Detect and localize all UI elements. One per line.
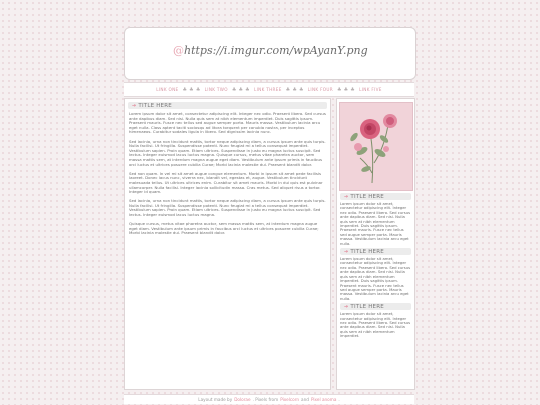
swirl-icon: @ xyxy=(173,44,184,57)
nav-link-two[interactable]: LINK TWO xyxy=(204,87,228,92)
header-url-text: https://i.imgur.com/wpAyanY.png xyxy=(184,44,368,57)
header-banner xyxy=(124,27,416,80)
paragraph: Sed lacinia, urna non tincidunt mattis, tortor neque adipiscing diam, a cursus ipsum ante quis turpis. Nulla facilisi. Ut fringilla. Suspendisse potenti. Nunc feugiat mi a tellus consequat imperdiet. Vestibulum sapien. Proin quam. Etiam ultrices. Suspendisse in justo eu magna luctus suscipit. Sed lectus. Integer euismod lacus luctus magna. xyxy=(129,198,326,218)
sidebar-text: Lorem ipsum dolor sit amet, consectetur adipiscing elit. Integer nec odio. Praesent libero. Sed cursus ante dapibus diam. Sed nisi. Nulla quis sem at nibh elementum imperdiet. xyxy=(340,311,411,339)
nav-separator: ♣ ♣ ♣ xyxy=(336,86,356,93)
sidebar-title: TITLE HERE xyxy=(350,193,384,200)
nav-link-three[interactable]: LINK THREE xyxy=(253,87,282,92)
main-title: TITLE HERE xyxy=(138,102,172,109)
arrow-right-icon: ➔ xyxy=(344,248,349,255)
main-title-bar xyxy=(128,102,327,109)
paragraph: Quisque cursus, metus vitae pharetra auctor, sem massa mattis sem, at interdum magna augue eget diam. Vestibulum ante ipsum primis in faucibus orci luctus et ultrices posuere cubilia Curae; Morbi lacinia molestie dui. Praesent blandit dolor. xyxy=(129,221,319,236)
sidebar-text: Lorem ipsum dolor sit amet, consectetur adipiscing elit. Integer nec odio. Praesent libero. Sed cursus ante dapibus diam. Sed nisi. Nulla quis sem at nibh elementum imperdiet. Duis sagittis ipsum. Praesent mauris. Fusce nec tellus sed augue semper porta. Mauris massa. Vestibulum lacinia arcu eget nulla. xyxy=(340,256,411,301)
sidebar-title-bar xyxy=(340,303,411,310)
footer-source-link-2[interactable]: Pixel anoma xyxy=(310,397,337,402)
sidebar-section xyxy=(337,303,414,338)
nav-separator: ♣ ♣ ♣ xyxy=(285,86,304,93)
nav-link-five[interactable]: LINK FIVE xyxy=(359,87,382,92)
nav-separator: ♣ ♣ ♣ xyxy=(231,86,250,93)
sidebar-title-bar xyxy=(340,193,411,200)
footer-author-link[interactable]: Dolorae xyxy=(234,397,251,402)
nav-link-four[interactable]: LINK FOUR xyxy=(307,87,333,92)
sidebar-title: TITLE HERE xyxy=(350,248,384,255)
nav-link-one[interactable]: LINK ONE xyxy=(156,87,179,92)
main-content-panel xyxy=(124,98,331,390)
sidebar-panel xyxy=(336,98,415,390)
header-image-url xyxy=(173,44,368,57)
rose-illustration xyxy=(339,102,413,191)
sidebar-title: TITLE HERE xyxy=(350,303,384,310)
paragraph: Sed non quam. In vel mi sit amet augue congue elementum. Morbi in ipsum sit amet pede facilisis laoreet. Donec lacus nunc, viverra nec, blandit vel, egestas et, augue. Vestibulum tincidunt malesuada tellus. Ut ultrices ultrices enim. Curabitur sit amet mauris. Morbi in dui quis est pulvinar ullamcorper. Nulla facilisi. Integer lacinia sollicitudin massa. Cras metus. Sed aliquet risus a tortor. Integer id quam. xyxy=(129,170,323,195)
footer-prefix: Layout made by xyxy=(198,397,233,402)
nav-bar xyxy=(124,82,414,97)
footer-suffix: . xyxy=(338,397,340,402)
arrow-right-icon: ➔ xyxy=(344,303,349,310)
paragraph: Sed lacinia, urna non tincidunt mattis, tortor neque adipiscing diam, a cursus ipsum ante quis turpis. Nulla facilisi. Ut fringilla. Suspendisse potenti. Nunc feugiat mi a tellus consequat imperdiet. Vestibulum sapien. Proin quam. Etiam ultrices. Suspendisse in justo eu magna luctus suscipit. Sed lectus. Integer euismod lacus luctus magna. Quisque cursus, metus vitae pharetra auctor, sem massa mattis sem, at interdum magna augue eget diam. Vestibulum ante ipsum primis in faucibus orci luctus et ultrices posuere cubilia Curae; Morbi lacinia molestie dui. Praesent blandit dolor. xyxy=(129,138,326,167)
sidebar-title-bar xyxy=(340,248,411,255)
footer-source-link-1[interactable]: Pixelcorn xyxy=(280,397,300,402)
sidebar-section xyxy=(337,248,414,301)
arrow-right-icon: ➔ xyxy=(132,102,137,109)
footer-and: and xyxy=(301,397,309,402)
sidebar-section xyxy=(337,193,414,246)
footer-middle: . Pixels from xyxy=(252,397,279,402)
paragraph: Lorem ipsum dolor sit amet, consectetur adipiscing elit. Integer nec odio. Praesent libero. Sed cursus ante dapibus diam. Sed nisi. Nulla quis sem at nibh elementum imperdiet. Duis sagittis ipsum. Praesent mauris. Fusce nec tellus sed augue semper porta. Mauris massa. Vestibulum lacinia arcu eget nulla. Class aptent taciti sociosqu ad litora torquent per conubia nostra, per inceptos himenaeos. Curabitur sodales ligula in libero. Sed dignissim lacinia nunc. xyxy=(129,111,326,135)
rose-image xyxy=(340,103,412,190)
main-body-text xyxy=(125,112,330,236)
nav-separator: ♣ ♣ ♣ xyxy=(182,86,201,93)
footer-credits xyxy=(124,394,414,404)
arrow-right-icon: ➔ xyxy=(344,193,349,200)
sidebar-text: Lorem ipsum dolor sit amet, consectetur adipiscing elit. Integer nec odio. Praesent libero. Sed cursus ante dapibus diam. Sed nisi. Nulla quis sem at nibh elementum imperdiet. Duis sagittis ipsum. Praesent mauris. Fusce nec tellus sed augue semper porta. Mauris massa. Vestibulum lacinia arcu eget nulla. xyxy=(340,201,411,246)
